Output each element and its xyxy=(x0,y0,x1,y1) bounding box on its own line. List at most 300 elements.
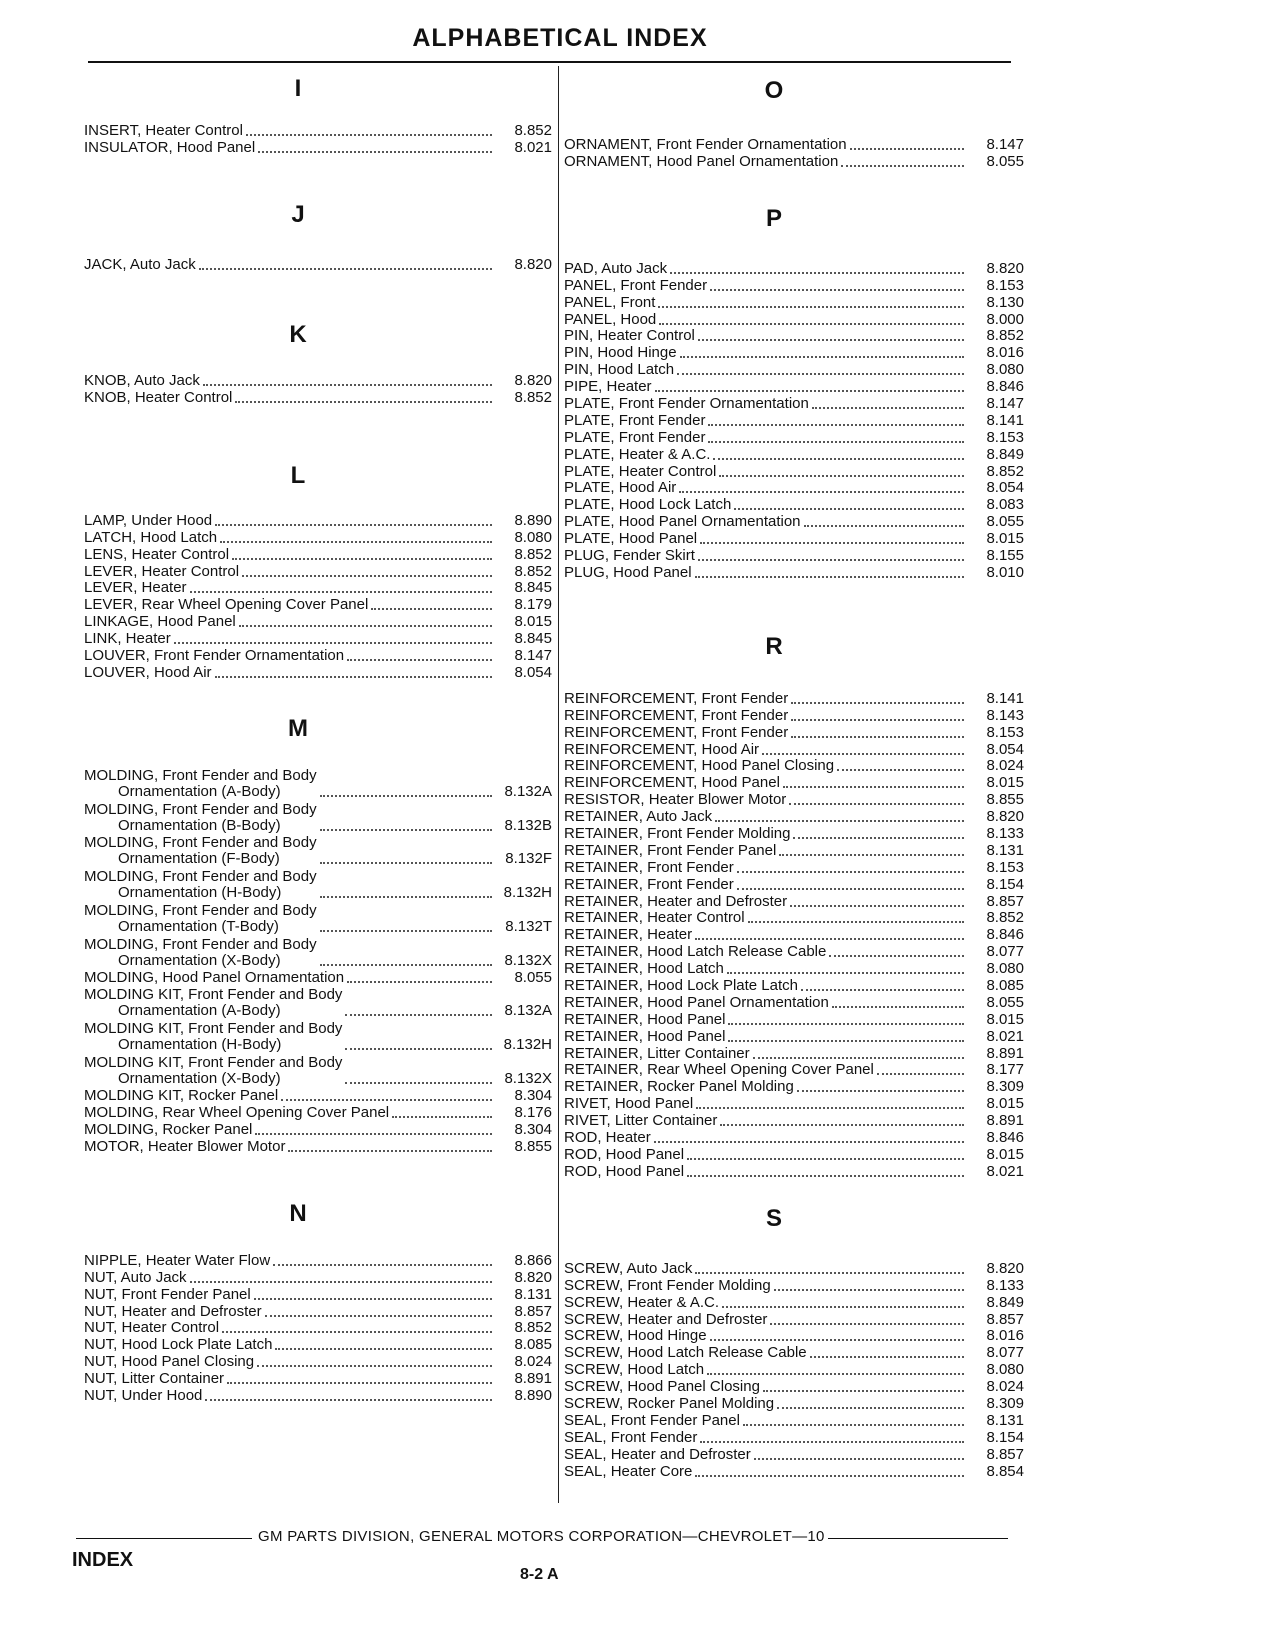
index-entry xyxy=(564,774,1024,791)
entry-label-text: REINFORCEMENT, Front Fender xyxy=(564,723,789,741)
dot-leader xyxy=(804,525,964,527)
entry-label-text: NUT, Heater and Defroster xyxy=(84,1302,262,1320)
entry-page-number: 8.055 xyxy=(986,993,1024,1011)
dot-leader xyxy=(205,1399,492,1401)
index-entry xyxy=(564,260,1024,277)
entry-sub-label: Ornamentation (B-Body) xyxy=(118,816,281,834)
dot-leader xyxy=(753,1057,964,1059)
entry-label-text: PIN, Heater Control xyxy=(564,327,695,345)
entry-page-number: 8.891 xyxy=(514,1370,552,1388)
dot-leader xyxy=(215,676,492,678)
entry-label-text: SCREW, Auto Jack xyxy=(564,1259,693,1277)
index-entry xyxy=(84,1303,552,1320)
entry-label-text: PLUG, Hood Panel xyxy=(564,563,692,581)
entry-label xyxy=(564,1413,740,1429)
entry-label xyxy=(564,894,787,910)
entry-label xyxy=(84,373,200,389)
entry-label-text: SEAL, Front Fender xyxy=(564,1428,698,1446)
dot-leader xyxy=(791,719,964,721)
entry-page-number: 8.154 xyxy=(986,875,1024,893)
dot-leader xyxy=(710,1339,964,1341)
entry-label-text: JACK, Auto Jack xyxy=(84,255,196,273)
entry-page-number: 8.055 xyxy=(986,152,1024,170)
index-entry xyxy=(84,1138,552,1155)
dot-leader xyxy=(770,1323,964,1325)
entry-page-number: 8.054 xyxy=(986,740,1024,758)
index-entry xyxy=(564,1446,1024,1463)
entry-page-number: 8.132X xyxy=(504,1070,552,1088)
entry-label xyxy=(84,1105,389,1121)
dot-leader xyxy=(371,608,492,610)
index-entry xyxy=(564,1463,1024,1480)
dot-leader xyxy=(698,559,964,561)
entry-label xyxy=(564,413,705,429)
entry-label xyxy=(84,869,317,901)
entry-label xyxy=(564,1345,807,1361)
entry-sub-label: Ornamentation (X-Body) xyxy=(118,1070,281,1088)
index-entry xyxy=(564,344,1024,361)
entry-label xyxy=(564,1164,684,1180)
entry-page-number: 8.304 xyxy=(514,1086,552,1104)
entry-label-text: LINK, Heater xyxy=(84,630,171,648)
entry-label-text: PLATE, Front Fender xyxy=(564,411,706,429)
footer-rule-left xyxy=(76,1538,252,1539)
entry-label xyxy=(84,140,255,156)
index-entry xyxy=(564,1045,1024,1062)
entry-page-number: 8.147 xyxy=(514,647,552,665)
dot-leader xyxy=(720,1124,964,1126)
entry-page-number: 8.857 xyxy=(986,1310,1024,1328)
dot-leader xyxy=(710,289,964,291)
dot-leader xyxy=(791,702,964,704)
entry-label xyxy=(84,513,212,529)
entry-sub-label: Ornamentation (A-Body) xyxy=(118,1002,281,1020)
entry-label-text: NUT, Under Hood xyxy=(84,1387,203,1405)
entry-label xyxy=(564,860,734,876)
entry-page-number: 8.132A xyxy=(504,1002,552,1020)
index-entry xyxy=(84,256,552,273)
entry-label-text: INSERT, Heater Control xyxy=(84,121,243,139)
entry-label-text: RETAINER, Hood Latch Release Cable xyxy=(564,943,827,961)
index-entry xyxy=(564,994,1024,1011)
index-entry xyxy=(564,977,1024,994)
entry-label-text: ORNAMENT, Hood Panel Ornamentation xyxy=(564,152,839,170)
entry-page-number: 8.852 xyxy=(514,121,552,139)
entry-label xyxy=(84,1320,219,1336)
entry-label-text: MOLDING, Rocker Panel xyxy=(84,1120,253,1138)
letter-heading: R xyxy=(765,633,783,660)
dot-leader xyxy=(743,1424,964,1426)
dot-leader xyxy=(783,786,964,788)
entry-label-text: LEVER, Heater Control xyxy=(84,562,240,580)
index-entry xyxy=(84,664,552,681)
dot-leader xyxy=(734,508,964,510)
index-entry xyxy=(564,1062,1024,1079)
entry-label-text: MOLDING, Hood Panel Ornamentation xyxy=(84,968,345,986)
entry-page-number: 8.155 xyxy=(986,547,1024,565)
index-entry xyxy=(564,1328,1024,1345)
entry-label-text: REINFORCEMENT, Hood Panel xyxy=(564,774,780,792)
index-entry xyxy=(564,1412,1024,1429)
entry-label-text: ROD, Hood Panel xyxy=(564,1162,685,1180)
index-entry xyxy=(564,893,1024,910)
index-entry xyxy=(564,530,1024,547)
entry-label xyxy=(84,614,236,630)
dot-leader xyxy=(777,1407,964,1409)
entry-label xyxy=(564,927,692,943)
index-entry xyxy=(564,294,1024,311)
entry-label xyxy=(564,877,734,893)
entry-sub-label: Ornamentation (H-Body) xyxy=(118,1036,282,1054)
entry-label xyxy=(564,1261,692,1277)
entry-page-number: 8.176 xyxy=(514,1103,552,1121)
entry-page-number: 8.054 xyxy=(986,479,1024,497)
entry-label xyxy=(84,1088,278,1104)
index-entry xyxy=(564,395,1024,412)
entry-label xyxy=(84,1304,262,1320)
entry-label-text: MOLDING, Rear Wheel Opening Cover Panel xyxy=(84,1103,390,1121)
entry-label xyxy=(564,1447,751,1463)
entry-label xyxy=(564,826,790,842)
entry-label-text: PIPE, Heater xyxy=(564,378,652,396)
entry-label-text: PLATE, Hood Panel xyxy=(564,530,698,548)
index-entry xyxy=(84,1320,552,1337)
index-entry xyxy=(564,1095,1024,1112)
entry-label xyxy=(84,257,196,273)
dot-leader xyxy=(737,888,964,890)
entry-label-text: MOLDING, Front Fender and Body xyxy=(84,766,317,784)
entry-page-number: 8.132B xyxy=(504,816,552,834)
dot-leader xyxy=(255,1133,492,1135)
entry-label xyxy=(84,1270,187,1286)
dot-leader xyxy=(695,938,964,940)
index-entry xyxy=(84,901,552,935)
index-entry xyxy=(84,389,552,406)
entry-page-number: 8.849 xyxy=(986,1293,1024,1311)
dot-leader xyxy=(246,134,492,136)
index-entry xyxy=(564,926,1024,943)
index-entry xyxy=(564,943,1024,960)
dot-leader xyxy=(320,896,492,898)
dot-leader xyxy=(320,829,492,831)
dot-leader xyxy=(320,795,492,797)
dot-leader xyxy=(659,323,964,325)
entry-label-text: INSULATOR, Hood Panel xyxy=(84,138,256,156)
title-rule xyxy=(88,61,1011,63)
entry-label-text: RETAINER, Hood Panel xyxy=(564,1027,726,1045)
entry-label xyxy=(564,531,697,547)
entry-label-text: LEVER, Heater xyxy=(84,579,187,597)
dot-leader xyxy=(687,1175,964,1177)
letter-heading: K xyxy=(289,321,307,348)
entry-label-text: SEAL, Front Fender Panel xyxy=(564,1411,740,1429)
entry-label-text: REINFORCEMENT, Front Fender xyxy=(564,706,789,724)
entry-label xyxy=(84,903,317,935)
entry-label xyxy=(564,708,788,724)
dot-leader xyxy=(790,905,964,907)
entry-label xyxy=(564,447,710,463)
dot-leader xyxy=(345,1014,492,1016)
entry-label-text: PANEL, Front Fender xyxy=(564,276,708,294)
entry-list xyxy=(84,122,552,156)
dot-leader xyxy=(829,955,964,957)
entry-page-number: 8.153 xyxy=(986,723,1024,741)
entry-label-text: MOLDING KIT, Front Fender and Body xyxy=(84,1054,343,1072)
entry-page-number: 8.179 xyxy=(514,596,552,614)
entry-label xyxy=(84,580,187,596)
entry-label xyxy=(84,937,317,969)
index-entry xyxy=(564,1260,1024,1277)
dot-leader xyxy=(722,1306,964,1308)
entry-page-number: 8.085 xyxy=(986,977,1024,995)
entry-label-text: NUT, Hood Lock Plate Latch xyxy=(84,1336,273,1354)
dot-leader xyxy=(700,542,964,544)
entry-label xyxy=(564,961,724,977)
dot-leader xyxy=(235,401,492,403)
dot-leader xyxy=(222,1331,492,1333)
footer-section-label: INDEX xyxy=(72,1549,134,1571)
dot-leader xyxy=(850,148,964,150)
dot-leader xyxy=(275,1348,492,1350)
letter-heading: M xyxy=(288,715,308,742)
entry-sub-label: Ornamentation (H-Body) xyxy=(118,884,282,902)
entry-page-number: 8.852 xyxy=(514,562,552,580)
entry-list xyxy=(84,512,552,681)
entry-label xyxy=(564,758,834,774)
entry-page-number: 8.177 xyxy=(986,1061,1024,1079)
entry-label-text: RETAINER, Hood Panel xyxy=(564,1010,726,1028)
entry-label-text: MOTOR, Heater Blower Motor xyxy=(84,1137,286,1155)
dot-leader xyxy=(288,1150,492,1152)
index-entry xyxy=(84,1286,552,1303)
page-title: ALPHABETICAL INDEX xyxy=(412,24,708,52)
entry-label-text: RETAINER, Front Fender Panel xyxy=(564,841,777,859)
entry-page-number: 8.131 xyxy=(986,1411,1024,1429)
entry-label-text: LENS, Heater Control xyxy=(84,545,230,563)
dot-leader xyxy=(762,753,964,755)
entry-page-number: 8.820 xyxy=(514,1268,552,1286)
entry-label xyxy=(84,564,239,580)
index-entry xyxy=(564,1378,1024,1395)
entry-label xyxy=(564,978,798,994)
entry-page-number: 8.852 xyxy=(514,545,552,563)
index-entry xyxy=(564,1146,1024,1163)
entry-page-number: 8.132H xyxy=(503,884,552,902)
dot-leader xyxy=(347,659,492,661)
dot-leader xyxy=(797,1090,964,1092)
dot-leader xyxy=(654,1141,964,1143)
index-entry xyxy=(564,480,1024,497)
dot-leader xyxy=(281,1099,492,1101)
entry-label-text: MOLDING, Front Fender and Body xyxy=(84,800,317,818)
index-entry xyxy=(564,328,1024,345)
index-entry xyxy=(564,859,1024,876)
entry-label-text: RETAINER, Litter Container xyxy=(564,1044,750,1062)
entry-label-text: RETAINER, Hood Latch xyxy=(564,960,724,978)
entry-label xyxy=(564,548,695,564)
entry-label xyxy=(564,345,677,361)
entry-page-number: 8.016 xyxy=(986,1327,1024,1345)
entry-page-number: 8.024 xyxy=(986,757,1024,775)
entry-page-number: 8.077 xyxy=(986,943,1024,961)
entry-page-number: 8.820 xyxy=(986,808,1024,826)
entry-label xyxy=(564,1130,651,1146)
entry-page-number: 8.153 xyxy=(986,276,1024,294)
dot-leader xyxy=(696,1107,964,1109)
dot-leader xyxy=(258,151,492,153)
entry-label xyxy=(84,835,317,867)
entry-label xyxy=(564,1062,874,1078)
entry-label-text: PANEL, Front xyxy=(564,293,656,311)
dot-leader xyxy=(345,1082,492,1084)
entry-label xyxy=(84,1337,272,1353)
entry-page-number: 8.000 xyxy=(986,310,1024,328)
index-entry xyxy=(84,935,552,969)
letter-heading: L xyxy=(290,462,306,489)
entry-page-number: 8.857 xyxy=(514,1302,552,1320)
entry-page-number: 8.083 xyxy=(986,496,1024,514)
dot-leader xyxy=(687,1158,964,1160)
entry-label-text: PLATE, Front Fender xyxy=(564,428,706,446)
entry-label-text: SCREW, Hood Latch Release Cable xyxy=(564,1344,807,1362)
dot-leader xyxy=(320,862,492,864)
dot-leader xyxy=(728,1040,964,1042)
entry-page-number: 8.021 xyxy=(514,138,552,156)
index-entry xyxy=(84,1121,552,1138)
entry-page-number: 8.054 xyxy=(514,663,552,681)
index-entry xyxy=(84,1104,552,1121)
entry-page-number: 8.304 xyxy=(514,1120,552,1138)
entry-page-number: 8.015 xyxy=(514,613,552,631)
dot-leader xyxy=(708,441,964,443)
entry-label-text: REINFORCEMENT, Hood Panel Closing xyxy=(564,757,835,775)
index-entry xyxy=(84,834,552,868)
index-entry xyxy=(564,412,1024,429)
entry-page-number: 8.133 xyxy=(986,825,1024,843)
entry-label xyxy=(564,312,656,328)
entry-label-text: MOLDING KIT, Rocker Panel xyxy=(84,1086,279,1104)
index-entry xyxy=(564,1129,1024,1146)
entry-page-number: 8.891 xyxy=(986,1044,1024,1062)
dot-leader xyxy=(677,373,964,375)
entry-label-text: PANEL, Hood xyxy=(564,310,657,328)
entry-label-text: SCREW, Hood Panel Closing xyxy=(564,1378,760,1396)
dot-leader xyxy=(713,458,964,460)
entry-page-number: 8.866 xyxy=(514,1251,552,1269)
entry-label-text: REINFORCEMENT, Front Fender xyxy=(564,689,789,707)
entry-page-number: 8.132A xyxy=(504,782,552,800)
entry-label-text: RESISTOR, Heater Blower Motor xyxy=(564,791,787,809)
entry-list xyxy=(84,766,552,1155)
index-entry xyxy=(564,707,1024,724)
dot-leader xyxy=(242,575,492,577)
index-entry xyxy=(564,361,1024,378)
index-entry xyxy=(564,547,1024,564)
index-entry xyxy=(564,724,1024,741)
index-entry xyxy=(564,277,1024,294)
entry-label xyxy=(564,379,652,395)
entry-page-number: 8.852 xyxy=(514,388,552,406)
entry-label-text: LOUVER, Hood Air xyxy=(84,663,212,681)
entry-label xyxy=(564,742,759,758)
entry-page-number: 8.132T xyxy=(505,917,552,935)
entry-page-number: 8.080 xyxy=(986,1361,1024,1379)
entry-label-text: LEVER, Rear Wheel Opening Cover Panel xyxy=(84,596,369,614)
entry-label-text: RETAINER, Heater xyxy=(564,926,693,944)
dot-leader xyxy=(837,769,964,771)
entry-label xyxy=(564,497,731,513)
entry-page-number: 8.820 xyxy=(514,371,552,389)
dot-leader xyxy=(727,972,964,974)
entry-label-text: PLATE, Front Fender Ornamentation xyxy=(564,395,809,413)
entry-label xyxy=(564,328,695,344)
index-entry xyxy=(564,808,1024,825)
entry-page-number: 8.132F xyxy=(505,850,552,868)
footer-publisher: GM PARTS DIVISION, GENERAL MOTORS CORPORATION—CHEVROLET—10 xyxy=(258,1528,825,1545)
entry-page-number: 8.845 xyxy=(514,579,552,597)
entry-page-number: 8.820 xyxy=(986,259,1024,277)
entry-page-number: 8.857 xyxy=(986,892,1024,910)
entry-label xyxy=(564,1046,750,1062)
index-entry xyxy=(564,153,1024,170)
entry-label xyxy=(564,137,847,153)
entry-page-number: 8.890 xyxy=(514,1387,552,1405)
index-entry xyxy=(84,1269,552,1286)
entry-label-text: SEAL, Heater Core xyxy=(564,1462,693,1480)
entry-label xyxy=(564,792,786,808)
index-entry xyxy=(84,580,552,597)
entry-label-text: RETAINER, Front Fender xyxy=(564,875,734,893)
entry-page-number: 8.846 xyxy=(986,378,1024,396)
entry-label xyxy=(564,1430,697,1446)
index-entry xyxy=(564,564,1024,581)
dot-leader xyxy=(257,1365,492,1367)
index-entry xyxy=(84,630,552,647)
column-divider xyxy=(558,66,559,1503)
index-entry xyxy=(564,690,1024,707)
entry-label xyxy=(84,768,317,800)
index-entry xyxy=(564,1112,1024,1129)
dot-leader xyxy=(227,1382,492,1384)
entry-list xyxy=(84,372,552,406)
entry-label xyxy=(564,278,707,294)
index-entry xyxy=(564,378,1024,395)
entry-label-text: RETAINER, Hood Lock Plate Latch xyxy=(564,977,798,995)
dot-leader xyxy=(658,306,964,308)
entry-sub-label: Ornamentation (T-Body) xyxy=(118,917,279,935)
entry-label xyxy=(564,396,809,412)
entry-page-number: 8.849 xyxy=(986,445,1024,463)
entry-label xyxy=(564,910,745,926)
entry-label xyxy=(84,665,212,681)
entry-label-text: MOLDING, Front Fender and Body xyxy=(84,834,317,852)
entry-label xyxy=(84,1287,251,1303)
dot-leader xyxy=(254,1298,492,1300)
entry-page-number: 8.855 xyxy=(986,791,1024,809)
index-entry xyxy=(564,1361,1024,1378)
entry-label-text: PAD, Auto Jack xyxy=(564,259,668,277)
entry-page-number: 8.852 xyxy=(986,909,1024,927)
dot-leader xyxy=(707,1373,964,1375)
dot-leader xyxy=(190,1281,492,1283)
entry-page-number: 8.015 xyxy=(986,1095,1024,1113)
entry-label xyxy=(564,464,716,480)
entry-page-number: 8.055 xyxy=(514,968,552,986)
index-entry xyxy=(564,513,1024,530)
entry-label xyxy=(564,1396,774,1412)
index-entry xyxy=(84,546,552,563)
entry-page-number: 8.131 xyxy=(986,841,1024,859)
